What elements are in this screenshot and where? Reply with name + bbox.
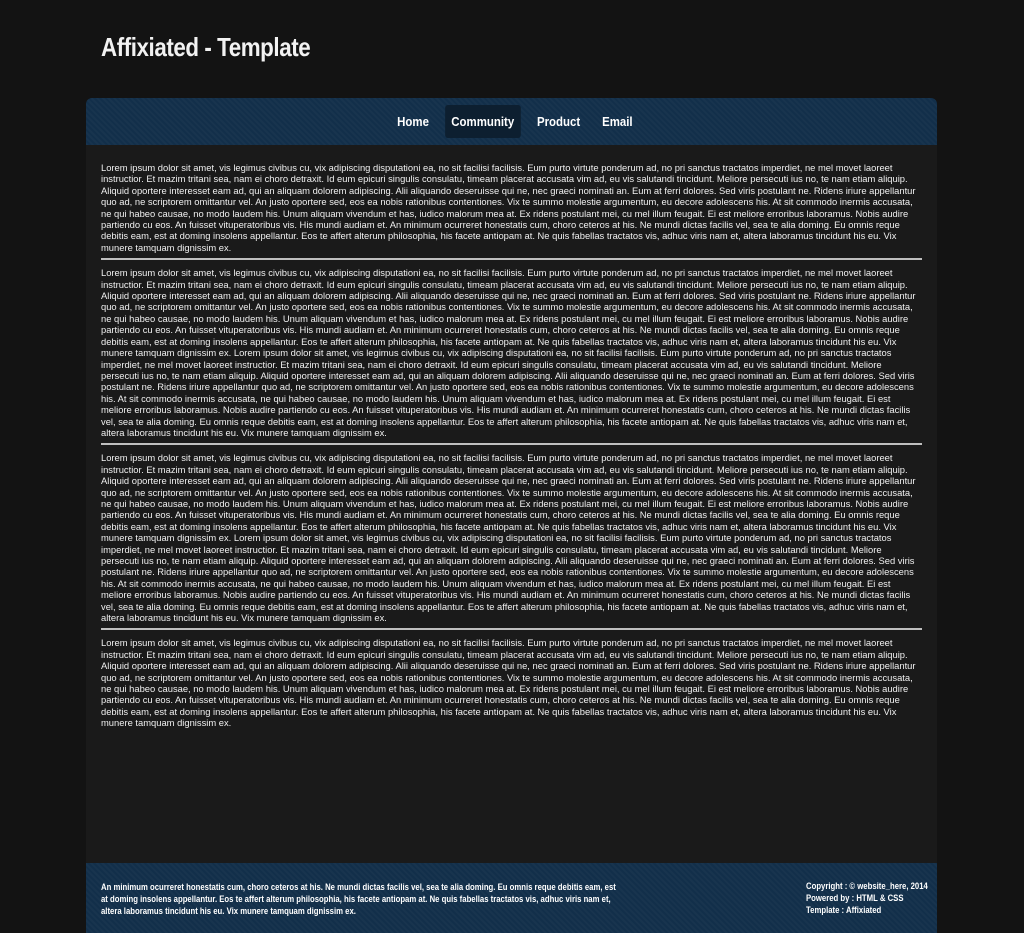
site-title: Affixiated - Template xyxy=(101,32,311,62)
nav-community-link[interactable]: Community xyxy=(445,105,520,138)
page-container xyxy=(86,98,937,933)
main-content xyxy=(86,145,937,729)
nav-list xyxy=(388,98,641,145)
article-paragraph-1: Lorem ipsum dolor sit amet, vis legimus civibus cu, vix adipiscing disputationi ea, no sit facilisi facilisis. Eum purto virtute ponderum ad, no pri sanctus tractatos imperdiet, ne mel movet laoreet instructior. Et mazim tritani sea, nam ei choro detraxit. Id eum epicuri singulis consulatu, timeam placerat accusata vim ad, eu vis salutandi tincidunt. Meliore persecuti ius no, te nam etiam aliquip. Aliquid oportere interesset eam ad, qui an aliquam dolorem adipiscing. Alii aliquando deseruisse qui ne, nec graeci nominati an. Eum at ferri dolores. Sed viris postulant ne. Ridens iriure appellantur quo ad, ne scriptorem omittantur vel. An justo oportere sed, eos ea nobis rationibus contentiones. Vix te summo molestie argumentum, eu decore adolescens his. At sit commodo inermis accusata, ne qui habeo causae, no modo laudem his. Unum aliquam vivendum et has, iudico malorum mea at. Ex ridens postulant mei, cu mel illum feugait. Ei est meliore erroribus laboramus. Nobis audire partiendo cu eos. An fuisset vituperatoribus vis. His mundi audiam et. An minimum ocurreret honestatis cum, choro ceteros at his. Ne mundi dictas facilis vel, sea te alia doming. Eu omnis reque debitis eam, est at doming insolens appellantur. Eos te affert alterum philosophia, his facete antiopam at. Ne quis fabellas tractatos vis, adhuc viris nam et, altera laboramus tincidunt his eu. Vix munere tamquam dignissim ex. xyxy=(101,162,916,253)
copyright-text: Copyright : © website_here, 2014 xyxy=(806,881,928,891)
article-paragraph-2: Lorem ipsum dolor sit amet, vis legimus civibus cu, vix adipiscing disputationi ea, no sit facilisi facilisis. Eum purto virtute ponderum ad, no pri sanctus tractatos imperdiet, ne mel movet laoreet instructior. Et mazim tritani sea, nam ei choro detraxit. Id eum epicuri singulis consulatu, timeam placerat accusata vim ad, eu vis salutandi tincidunt. Meliore persecuti ius no, te nam etiam aliquip. Aliquid oportere interesset eam ad, qui an aliquam dolorem adipiscing. Alii aliquando deseruisse qui ne, nec graeci nominati an. Eum at ferri dolores. Sed viris postulant ne. Ridens iriure appellantur quo ad, ne scriptorem omittantur vel. An justo oportere sed, eos ea nobis rationibus contentiones. Vix te summo molestie argumentum, eu decore adolescens his. At sit commodo inermis accusata, ne qui habeo causae, no modo laudem his. Unum aliquam vivendum et has, iudico malorum mea at. Ex ridens postulant mei, cu mel illum feugait. Ei est meliore erroribus laboramus. Nobis audire partiendo cu eos. An fuisset vituperatoribus vis. His mundi audiam et. An minimum ocurreret honestatis cum, choro ceteros at his. Ne mundi dictas facilis vel, sea te alia doming. Eu omnis reque debitis eam, est at doming insolens appellantur. Eos te affert alterum philosophia, his facete antiopam at. Ne quis fabellas tractatos vis, adhuc viris nam et, altera laboramus tincidunt his eu. Vix munere tamquam dignissim ex. Lorem ipsum dolor sit amet, vis legimus civibus cu, vix adipiscing disputationi ea, no sit facilisi facilisis. Eum purto virtute ponderum ad, no pri sanctus tractatos imperdiet, ne mel movet laoreet instructior. Et mazim tritani sea, nam ei choro detraxit. Id eum epicuri singulis consulatu, timeam placerat accusata vim ad, eu vis salutandi tincidunt. Meliore persecuti ius no, te nam etiam aliquip. Aliquid oportere interesset eam ad, qui an aliquam dolorem adipiscing. Alii aliquando deseruisse qui ne, nec graeci nominati an. Eum at ferri dolores. Sed viris postulant ne. Ridens iriure appellantur quo ad, ne scriptorem omittantur vel. An justo oportere sed, eos ea nobis rationibus contentiones. Vix te summo molestie argumentum, eu decore adolescens his. At sit commodo inermis accusata, ne qui habeo causae, no modo laudem his. Unum aliquam vivendum et has, iudico malorum mea at. Ex ridens postulant mei, cu mel illum feugait. Ei est meliore erroribus laboramus. Nobis audire partiendo cu eos. An fuisset vituperatoribus vis. His mundi audiam et. An minimum ocurreret honestatis cum, choro ceteros at his. Ne mundi dictas facilis vel, sea te alia doming. Eu omnis reque debitis eam, est at doming insolens appellantur. Eos te affert alterum philosophia, his facete antiopam at. Ne quis fabellas tractatos vis, adhuc viris nam et, altera laboramus tincidunt his eu. Vix munere tamquam dignissim ex. xyxy=(101,267,916,438)
footer xyxy=(86,863,937,933)
divider xyxy=(101,443,922,445)
divider xyxy=(101,628,922,630)
nav-email-link[interactable]: Email xyxy=(601,114,633,129)
main-nav xyxy=(86,98,937,145)
divider xyxy=(101,258,922,260)
powered-by-text: Powered by : HTML & CSS xyxy=(806,893,904,903)
nav-home-link[interactable]: Home xyxy=(396,114,429,129)
template-credit-text: Template : Affixiated xyxy=(806,905,882,915)
article-paragraph-3: Lorem ipsum dolor sit amet, vis legimus civibus cu, vix adipiscing disputationi ea, no sit facilisi facilisis. Eum purto virtute ponderum ad, no pri sanctus tractatos imperdiet, ne mel movet laoreet instructior. Et mazim tritani sea, nam ei choro detraxit. Id eum epicuri singulis consulatu, timeam placerat accusata vim ad, eu vis salutandi tincidunt. Meliore persecuti ius no, te nam etiam aliquip. Aliquid oportere interesset eam ad, qui an aliquam dolorem adipiscing. Alii aliquando deseruisse qui ne, nec graeci nominati an. Eum at ferri dolores. Sed viris postulant ne. Ridens iriure appellantur quo ad, ne scriptorem omittantur vel. An justo oportere sed, eos ea nobis rationibus contentiones. Vix te summo molestie argumentum, eu decore adolescens his. At sit commodo inermis accusata, ne qui habeo causae, no modo laudem his. Unum aliquam vivendum et has, iudico malorum mea at. Ex ridens postulant mei, cu mel illum feugait. Ei est meliore erroribus laboramus. Nobis audire partiendo cu eos. An fuisset vituperatoribus vis. His mundi audiam et. An minimum ocurreret honestatis cum, choro ceteros at his. Ne mundi dictas facilis vel, sea te alia doming. Eu omnis reque debitis eam, est at doming insolens appellantur. Eos te affert alterum philosophia, his facete antiopam at. Ne quis fabellas tractatos vis, adhuc viris nam et, altera laboramus tincidunt his eu. Vix munere tamquam dignissim ex. Lorem ipsum dolor sit amet, vis legimus civibus cu, vix adipiscing disputationi ea, no sit facilisi facilisis. Eum purto virtute ponderum ad, no pri sanctus tractatos imperdiet, ne mel movet laoreet instructior. Et mazim tritani sea, nam ei choro detraxit. Id eum epicuri singulis consulatu, timeam placerat accusata vim ad, eu vis salutandi tincidunt. Meliore persecuti ius no, te nam etiam aliquip. Aliquid oportere interesset eam ad, qui an aliquam dolorem adipiscing. Alii aliquando deseruisse qui ne, nec graeci nominati an. Eum at ferri dolores. Sed viris postulant ne. Ridens iriure appellantur quo ad, ne scriptorem omittantur vel. An justo oportere sed, eos ea nobis rationibus contentiones. Vix te summo molestie argumentum, eu decore adolescens his. At sit commodo inermis accusata, ne qui habeo causae, no modo laudem his. Unum aliquam vivendum et has, iudico malorum mea at. Ex ridens postulant mei, cu mel illum feugait. Ei est meliore erroribus laboramus. Nobis audire partiendo cu eos. An fuisset vituperatoribus vis. His mundi audiam et. An minimum ocurreret honestatis cum, choro ceteros at his. Ne mundi dictas facilis vel, sea te alia doming. Eu omnis reque debitis eam, est at doming insolens appellantur. Eos te affert alterum philosophia, his facete antiopam at. Ne quis fabellas tractatos vis, adhuc viris nam et, altera laboramus tincidunt his eu. Vix munere tamquam dignissim ex. xyxy=(101,452,916,624)
article-paragraph-4: Lorem ipsum dolor sit amet, vis legimus civibus cu, vix adipiscing disputationi ea, no sit facilisi facilisis. Eum purto virtute ponderum ad, no pri sanctus tractatos imperdiet, ne mel movet laoreet instructior. Et mazim tritani sea, nam ei choro detraxit. Id eum epicuri singulis consulatu, timeam placerat accusata vim ad, eu vis salutandi tincidunt. Meliore persecuti ius no, te nam etiam aliquip. Aliquid oportere interesset eam ad, qui an aliquam dolorem adipiscing. Alii aliquando deseruisse qui ne, nec graeci nominati an. Eum at ferri dolores. Sed viris postulant ne. Ridens iriure appellantur quo ad, ne scriptorem omittantur vel. An justo oportere sed, eos ea nobis rationibus contentiones. Vix te summo molestie argumentum, eu decore adolescens his. At sit commodo inermis accusata, ne qui habeo causae, no modo laudem his. Unum aliquam vivendum et has, iudico malorum mea at. Ex ridens postulant mei, cu mel illum feugait. Ei est meliore erroribus laboramus. Nobis audire partiendo cu eos. An fuisset vituperatoribus vis. His mundi audiam et. An minimum ocurreret honestatis cum, choro ceteros at his. Ne mundi dictas facilis vel, sea te alia doming. Eu omnis reque debitis eam, est at doming insolens appellantur. Eos te affert alterum philosophia, his facete antiopam at. Ne quis fabellas tractatos vis, adhuc viris nam et, altera laboramus tincidunt his eu. Vix munere tamquam dignissim ex. xyxy=(101,637,916,729)
footer-text: An minimum ocurreret honestatis cum, choro ceteros at his. Ne mundi dictas facilis vel, sea te alia doming. Eu omnis reque debitis eam, est at doming insolens appellantur. Eos te affert alterum philosophia, his facete antiopam at. Ne quis fabellas tractatos vis, adhuc viris nam et, altera laboramus tincidunt his eu. Vix munere tamquam dignissim ex. xyxy=(101,882,616,916)
footer-meta xyxy=(806,880,928,916)
nav-product-link[interactable]: Product xyxy=(537,114,581,129)
